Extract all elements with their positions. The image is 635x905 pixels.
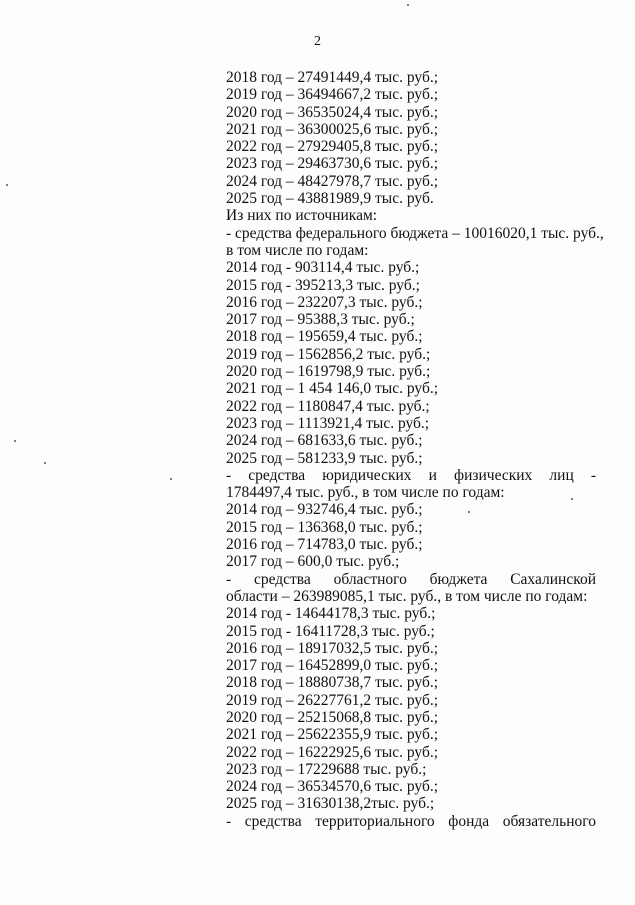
- text-line: области – 263989085,1 тыс. руб., в том числе по годам:: [226, 587, 588, 605]
- text-line: - средства федерального бюджета – 10016020,1 тыс. руб.,: [226, 224, 604, 242]
- text-line: 2016 год – 714783,0 тыс. руб.;: [226, 536, 423, 554]
- text-line-justified: - средства юридических и физических лиц -: [226, 466, 596, 484]
- text-line: 2019 год – 26227761,2 тыс. руб.;: [226, 691, 439, 709]
- text-line: 2022 год – 16222925,6 тыс. руб.;: [226, 743, 439, 761]
- text-line: 2025 год – 581233,9 тыс. руб.;: [226, 449, 423, 467]
- text-line: 2014 год - 903114,4 тыс. руб.;: [226, 259, 420, 277]
- text-line: 2023 год – 29463730,6 тыс. руб.;: [226, 155, 439, 173]
- text-line: 2014 год – 932746,4 тыс. руб.;: [226, 501, 423, 519]
- text-line: 2022 год – 27929405,8 тыс. руб.;: [226, 138, 439, 156]
- text-line: 2021 год – 1 454 146,0 тыс. руб.;: [226, 380, 439, 398]
- text-line: 2022 год – 1180847,4 тыс. руб.;: [226, 397, 430, 415]
- text-line: 2020 год – 36535024,4 тыс. руб.;: [226, 103, 439, 121]
- text-line: 2025 год – 43881989,9 тыс. руб.: [226, 190, 434, 208]
- page-number: 2: [314, 34, 321, 49]
- text-line: в том числе по годам:: [226, 241, 369, 259]
- text-line-justified: - средства областного бюджета Сахалинской: [226, 570, 596, 588]
- text-line: 2018 год – 195659,4 тыс. руб.;: [226, 328, 423, 346]
- text-line: 1784497,4 тыс. руб., в том числе по годам:: [226, 484, 505, 502]
- scan-speck: [6, 184, 8, 186]
- scan-speck: [14, 440, 16, 442]
- text-line: Из них по источникам:: [226, 207, 378, 225]
- text-line: 2024 год – 48427978,7 тыс. руб.;: [226, 172, 439, 190]
- scan-speck: [170, 478, 172, 480]
- text-line: 2015 год - 16411728,3 тыс. руб.;: [226, 622, 435, 640]
- text-line: 2025 год – 31630138,2тыс. руб.;: [226, 795, 435, 813]
- scan-speck: [407, 4, 409, 6]
- text-line: 2023 год – 17229688 тыс. руб.;: [226, 760, 427, 778]
- text-line: 2024 год – 36534570,6 тыс. руб.;: [226, 778, 439, 796]
- text-line: 2016 год – 232207,3 тыс. руб.;: [226, 293, 423, 311]
- text-line: 2019 год – 36494667,2 тыс. руб.;: [226, 86, 439, 104]
- text-line: 2021 год – 36300025,6 тыс. руб.;: [226, 120, 439, 138]
- text-line-justified: - средства территориального фонда обязательного: [226, 812, 596, 830]
- text-line: 2018 год – 18880738,7 тыс. руб.;: [226, 674, 439, 692]
- text-line: 2020 год – 25215068,8 тыс. руб.;: [226, 708, 439, 726]
- text-line: 2017 год – 95388,3 тыс. руб.;: [226, 311, 415, 329]
- text-line: 2020 год – 1619798,9 тыс. руб.;: [226, 363, 431, 381]
- text-line: 2017 год – 600,0 тыс. руб.;: [226, 553, 400, 571]
- text-line: 2019 год – 1562856,2 тыс. руб.;: [226, 345, 431, 363]
- text-line: 2021 год – 25622355,9 тыс. руб.;: [226, 726, 439, 744]
- text-line: 2015 год – 136368,0 тыс. руб.;: [226, 518, 423, 536]
- text-line: 2016 год – 18917032,5 тыс. руб.;: [226, 639, 439, 657]
- text-line: 2014 год - 14644178,3 тыс. руб.;: [226, 605, 436, 623]
- text-line: 2023 год – 1113921,4 тыс. руб.;: [226, 414, 430, 432]
- scan-speck: [571, 498, 573, 500]
- text-line: 2015 год - 395213,3 тыс. руб.;: [226, 276, 420, 294]
- text-line: 2018 год – 27491449,4 тыс. руб.;: [226, 69, 439, 86]
- text-line: 2017 год – 16452899,0 тыс. руб.;: [226, 657, 439, 675]
- scan-speck: [44, 462, 46, 464]
- text-line: 2024 год – 681633,6 тыс. руб.;: [226, 432, 423, 450]
- document-body: [226, 69, 604, 830]
- scan-speck: [468, 511, 470, 513]
